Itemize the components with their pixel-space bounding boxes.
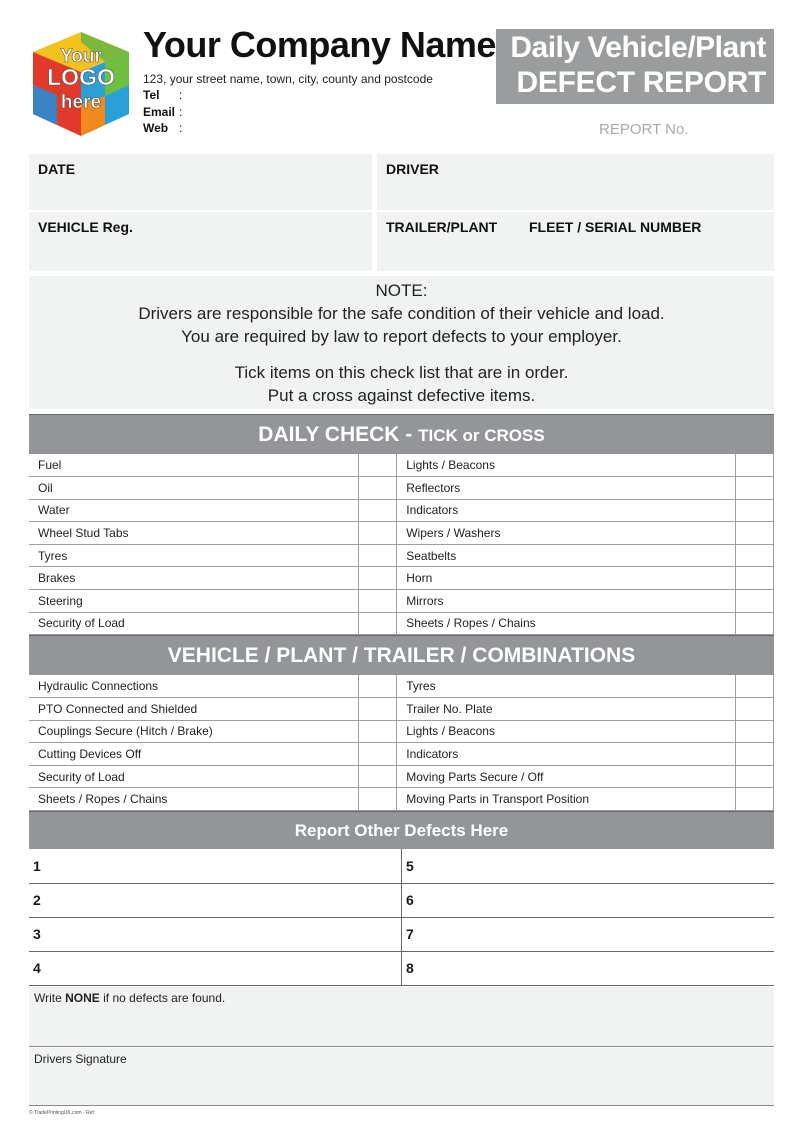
date-field[interactable] [29, 154, 372, 210]
defect-entry[interactable]: 2 [29, 883, 402, 917]
check-row [29, 698, 774, 721]
check-row [29, 675, 774, 698]
check-item-label: Steering [29, 590, 359, 613]
combinations-table [29, 675, 774, 811]
trailer-plant-label: TRAILER/PLANT [386, 219, 498, 235]
check-box[interactable] [359, 454, 397, 477]
check-item-label: Brakes [29, 567, 359, 590]
logo-text-1: Your [60, 46, 102, 67]
defect-row [29, 917, 774, 951]
check-box[interactable] [359, 544, 397, 567]
report-title-box [496, 29, 774, 104]
check-box[interactable] [736, 499, 774, 522]
defect-row [29, 883, 774, 917]
contact-web-label: Web [143, 121, 169, 135]
check-item-label: Security of Load [29, 612, 359, 635]
defect-entry[interactable]: 8 [402, 951, 775, 985]
contact-tel-sep: : [179, 88, 183, 102]
check-box[interactable] [736, 544, 774, 567]
daily-check-title: DAILY CHECK - [258, 423, 419, 446]
check-item-label: Tyres [397, 675, 736, 698]
check-box[interactable] [736, 477, 774, 500]
note-box [29, 276, 774, 409]
check-item-label: Cutting Devices Off [29, 743, 359, 766]
check-row [29, 499, 774, 522]
check-row [29, 522, 774, 545]
check-box[interactable] [359, 743, 397, 766]
check-box[interactable] [359, 720, 397, 743]
fleet-serial-label: FLEET / SERIAL NUMBER [529, 219, 702, 235]
check-item-label: Horn [397, 567, 736, 590]
check-box[interactable] [359, 499, 397, 522]
check-item-label: Moving Parts in Transport Position [397, 788, 736, 811]
check-box[interactable] [359, 698, 397, 721]
contact-web-sep: : [179, 121, 183, 135]
check-item-label: Tyres [29, 544, 359, 567]
report-number-label: REPORT No. [599, 121, 689, 138]
defect-entry[interactable]: 7 [402, 917, 775, 951]
none-note-box[interactable] [29, 987, 774, 1047]
check-box[interactable] [736, 720, 774, 743]
check-item-label: PTO Connected and Shielded [29, 698, 359, 721]
check-item-label: Indicators [397, 499, 736, 522]
note-line-3: Tick items on this check list that are in order. [234, 363, 569, 382]
contact-web [143, 121, 183, 135]
none-note-bold: NONE [65, 991, 100, 1005]
check-item-label: Sheets / Ropes / Chains [29, 788, 359, 811]
check-box[interactable] [736, 590, 774, 613]
check-item-label: Moving Parts Secure / Off [397, 765, 736, 788]
signature-label: Drivers Signature [34, 1052, 127, 1066]
check-row [29, 544, 774, 567]
vehicle-reg-field[interactable] [29, 212, 372, 271]
check-box[interactable] [359, 590, 397, 613]
report-title-line2: DEFECT REPORT [516, 66, 766, 99]
contact-email [143, 105, 183, 119]
logo-text-3: here [60, 92, 102, 113]
company-logo [30, 30, 132, 138]
check-item-label: Lights / Beacons [397, 720, 736, 743]
defect-row [29, 951, 774, 985]
company-name: Your Company Name [143, 24, 496, 65]
check-row [29, 612, 774, 635]
daily-check-subtitle: TICK or CROSS [418, 426, 545, 445]
check-item-label: Fuel [29, 454, 359, 477]
driver-label: DRIVER [386, 161, 439, 177]
signature-box[interactable] [29, 1048, 774, 1106]
check-box[interactable] [359, 675, 397, 698]
check-box[interactable] [736, 765, 774, 788]
check-row [29, 454, 774, 477]
report-title-line1: Daily Vehicle/Plant [510, 31, 766, 64]
check-box[interactable] [736, 743, 774, 766]
check-row [29, 788, 774, 811]
defect-entry[interactable]: 6 [402, 883, 775, 917]
check-item-label: Mirrors [397, 590, 736, 613]
defect-row [29, 849, 774, 883]
check-item-label: Wipers / Washers [397, 522, 736, 545]
combinations-heading: VEHICLE / PLANT / TRAILER / COMBINATIONS [29, 635, 774, 675]
check-item-label: Sheets / Ropes / Chains [397, 612, 736, 635]
check-item-label: Couplings Secure (Hitch / Brake) [29, 720, 359, 743]
driver-field[interactable] [377, 154, 774, 210]
check-box[interactable] [736, 675, 774, 698]
daily-check-heading [29, 414, 774, 454]
note-heading: NOTE: [375, 281, 428, 300]
check-box[interactable] [359, 612, 397, 635]
check-item-label: Wheel Stud Tabs [29, 522, 359, 545]
contact-tel [143, 88, 183, 102]
logo-text-2: LOGO [47, 64, 115, 90]
check-box[interactable] [736, 567, 774, 590]
defect-entry[interactable]: 1 [29, 849, 402, 883]
check-item-label: Water [29, 499, 359, 522]
contact-tel-label: Tel [143, 88, 160, 102]
check-row [29, 765, 774, 788]
none-note-pre: Write [34, 991, 66, 1005]
check-item-label: Hydraulic Connections [29, 675, 359, 698]
check-row [29, 477, 774, 500]
defect-entry[interactable]: 5 [402, 849, 775, 883]
check-box[interactable] [736, 788, 774, 811]
check-item-label: Security of Load [29, 765, 359, 788]
defect-entry[interactable]: 3 [29, 917, 402, 951]
date-label: DATE [38, 161, 76, 177]
check-item-label: Lights / Beacons [397, 454, 736, 477]
check-item-label: Oil [29, 477, 359, 500]
check-row [29, 567, 774, 590]
none-note-post: if no defects are found. [99, 991, 226, 1005]
contact-email-sep: : [179, 105, 183, 119]
footer-credit: © TradePrintingUK.com - Ref: [29, 1110, 96, 1116]
check-box[interactable] [736, 698, 774, 721]
note-line-4: Put a cross against defective items. [267, 386, 536, 405]
check-row [29, 720, 774, 743]
defects-table [29, 849, 774, 986]
note-line-1: Drivers are responsible for the safe condition of their vehicle and load. [138, 304, 665, 323]
check-item-label: Indicators [397, 743, 736, 766]
defect-entry[interactable]: 4 [29, 951, 402, 985]
check-item-label: Reflectors [397, 477, 736, 500]
contact-email-label: Email [143, 105, 176, 119]
check-item-label: Seatbelts [397, 544, 736, 567]
check-box[interactable] [359, 477, 397, 500]
check-box[interactable] [359, 567, 397, 590]
check-row [29, 590, 774, 613]
check-box[interactable] [359, 765, 397, 788]
check-box[interactable] [359, 522, 397, 545]
check-box[interactable] [736, 522, 774, 545]
trailer-fleet-field[interactable] [377, 212, 774, 271]
company-address: 123, your street name, town, city, county and postcode [143, 72, 433, 86]
note-line-2: You are required by law to report defects to your employer. [181, 327, 622, 346]
vehicle-reg-label: VEHICLE Reg. [38, 219, 133, 235]
check-item-label: Trailer No. Plate [397, 698, 736, 721]
check-row [29, 743, 774, 766]
check-box[interactable] [736, 612, 774, 635]
check-box[interactable] [736, 454, 774, 477]
other-defects-heading: Report Other Defects Here [29, 811, 774, 849]
daily-check-table [29, 454, 774, 635]
check-box[interactable] [359, 788, 397, 811]
